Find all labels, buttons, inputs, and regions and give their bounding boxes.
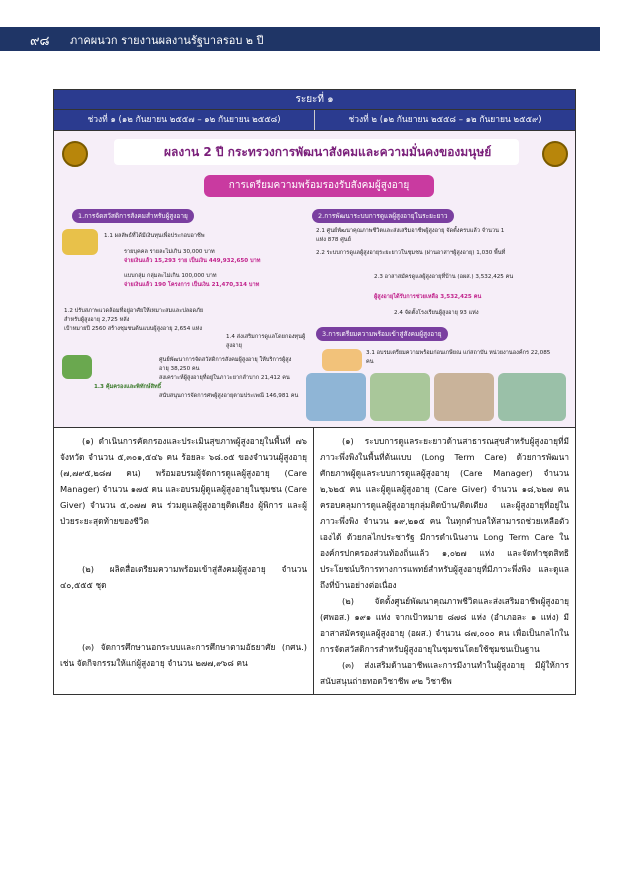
left-paragraph-2: (๒) ผลิตสื่อเตรียมความพร้อมเข้าสู่สังคมผู้สูงอายุ จำนวน ๔๐,๕๕๕ ชุด	[60, 564, 307, 590]
infographic-title: ผลงาน 2 ปี กระทรวงการพัฒนาสังคมและความมั่นคงของมนุษย์	[164, 145, 492, 159]
photo-4-image	[498, 373, 566, 421]
page-number: ๙๘	[30, 34, 50, 49]
item-2-3: 2.3 อาสาสมัครดูแลผู้สูงอายุที่บ้าน (อผส.) 3,532,425 คน	[374, 274, 514, 280]
infographic	[54, 131, 575, 428]
item-1-4: 1.4 ส่งเสริมการดูแลโดยกองทุนผู้สูงอายุ	[226, 334, 306, 349]
right-paragraph-1: (๑) ระบบการดูแลระยะยาวด้านสาธารณสุขสำหรับผู้สูงอายุที่มีภาวะพึ่งพิงในพื้นที่ต้นแบบ (Long Term Care) ด้วยการพัฒนาศักยภาพผู้ดูแลระบบการดูแลผู้สูงอายุ (Care Manager) จำนวน ๒,๖๒๕ คน และผู้ดูแลผู้สูงอายุ (Care Giver) จำนวน ๑๘,๖๒๗ คน ครอบคลุมการดูแลผู้สูงอายุกลุ่มติดบ้าน/ติดเตียง และผู้สูงอายุที่อยู่ในภาวะพึ่งพิง จำนวน ๑๙,๒๑๕ คน ในทุกตำบลให้สามารถช่วยเหลือตัวเองได้ ด้วยกลไกประชารัฐ มีการดำเนินงาน Long Term Care ในองค์กรปกครองส่วนท้องถิ่นแล้ว ๑,๐๒๗ แห่ง และจัดทำชุดสิทธิประโยชน์บริการทางการแพทย์สำหรับผู้สูงอายุที่มีภาวะพึ่งพิง และดูแลถึงที่บ้านอย่างต่อเนื่อง	[320, 436, 569, 590]
elderly-people-icon	[322, 349, 362, 371]
item-1-2: 1.2 ปรับสภาพแวดล้อมที่อยู่อาศัยให้เหมาะสมและปลอดภัยสำหรับผู้สูงอายุ 2,725 หลัง	[64, 308, 204, 323]
section-3-label: 3.การเตรียมความพร้อมเข้าสู่สังคมผู้สูงอายุ	[316, 327, 448, 341]
period-2-header: ช่วงที่ ๒ (๑๒ กันยายน ๒๕๕๘ – ๑๒ กันยายน ๒๕๕๙)	[348, 115, 542, 125]
infographic-subtitle: การเตรียมความพร้อมรองรับสังคมผู้สูงอายุ	[204, 175, 434, 197]
right-paragraph-3: (๓) ส่งเสริมด้านอาชีพและการมีงานทำในผู้สูงอายุ มีผู้ให้การสนับสนุนถ่ายทอดวิชาชีพ ๙๒ วิชาชีพ	[320, 660, 569, 686]
section-1-label: 1.การจัดสวัสดิการสังคมสำหรับผู้สูงอายุ	[72, 209, 194, 223]
right-paragraph-2: (๒) จัดตั้งศูนย์พัฒนาคุณภาพชีวิตและส่งเสริมอาชีพผู้สูงอายุ (ศพอส.) ๑๙๑ แห่ง จากเป้าหมาย ๘๗๘ แห่ง (อำเภอละ ๑ แห่ง) มีอาสาสมัครดูแลผู้สูงอายุ (อผส.) จำนวน ๘๗,๐๐๐ คน เพื่อเป็นกลไกในการจัดสวัสดิการสำหรับผู้สูงอายุในชุมชนโดยใช้ชุมชนเป็นฐาน	[320, 596, 569, 654]
page-header-title: ภาคผนวก รายงานผลงานรัฐบาลรอบ ๒ ปี	[70, 34, 264, 47]
ministry-seal-right-icon	[542, 141, 568, 167]
item-1-3-funeral: สนับสนุนการจัดการศพผู้สูงอายุตามประเพณี 146,981 คน	[159, 393, 299, 399]
left-paragraph-3: (๓) จัดการศึกษานอกระบบและการศึกษาตามอัธยาศัย (กศน.) เช่น จัดกิจกรรมให้แก่ผู้สูงอายุ จำนวน ๒๗๗,๙๖๘ คน	[60, 642, 307, 668]
period-header-row	[54, 110, 575, 131]
content-columns	[54, 428, 575, 694]
photo-1-image	[306, 373, 366, 421]
item-1-3-center: ศูนย์พัฒนาการจัดสวัสดิการสังคมผู้สูงอายุ ให้บริการผู้สูงอายุ 38,250 คน	[159, 357, 292, 372]
item-2-2: 2.2 ระบบการดูแลผู้สูงอายุระยะยาวในชุมชน (ผ่านอาสาฯผู้สูงอายุ) 1,030 พื้นที่	[316, 250, 506, 256]
ministry-seal-left-icon	[62, 141, 88, 167]
period-1-header: ช่วงที่ ๑ (๑๒ กันยายน ๒๕๕๗ – ๑๒ กันยายน ๒๕๕๘)	[54, 110, 315, 130]
report-table	[53, 89, 576, 695]
item-1-1-group-paid: จ่ายเงินแล้ว 190 โครงการ เป็นเงิน 21,470,314 บาท	[124, 282, 260, 288]
item-2-1: 2.1 ศูนย์พัฒนาคุณภาพชีวิตและส่งเสริมอาชีพผู้สูงอายุ จัดตั้งครบแล้ว จำนวน 1 แห่ง 878 ศูนย์	[316, 228, 505, 243]
item-2-4: 2.4 จัดตั้งโรงเรียนผู้สูงอายุ 93 แห่ง	[394, 310, 479, 316]
item-1-1: 1.1 ผลลัพธ์ที่ได้มีเงินทุนเพื่อประกอบอาชีพ	[104, 233, 205, 239]
lotus-icon	[62, 229, 98, 255]
item-1-1-individual-paid: จ่ายเงินแล้ว 15,293 ราย เป็นเงิน 449,932,650 บาท	[124, 258, 261, 264]
left-paragraph-1: (๑) ดำเนินการคัดกรองและประเมินสุขภาพผู้สูงอายุในพื้นที่ ๗๖ จังหวัด จำนวน ๕,๓๐๑,๕๔๖ คน ร้อยละ ๖๘.๐๕ ของจำนวนผู้สูงอายุ (๗,๗๙๕,๒๘๗ คน) พร้อมอบรมผู้จัดการดูแลผู้สูงอายุ (Care Manager) จำนวน ๑๗๕ คน และอบรมผู้ดูแลผู้สูงอายุในชุมชน (Care Giver) จำนวน ๕,๐๗๗ คน ร่วมดูแลผู้สูงอายุติดเตียง ผู้พิการ และผู้ป่วยระยะสุดท้ายของชีวิต	[60, 436, 307, 526]
item-1-3: 1.3 คุ้มครองและพิทักษ์สิทธิ์	[94, 384, 162, 390]
phase-header: ระยะที่ ๑	[54, 90, 575, 110]
tree-icon	[62, 355, 92, 379]
photo-3-image	[434, 373, 494, 421]
item-1-1-group: แบบกลุ่ม กลุ่มละไม่เกิน 100,000 บาท	[124, 273, 217, 279]
item-1-2-target: เป้าหมายปี 2560 สร้างชุมชนต้นแบบผู้สูงอายุ 2,654 แห่ง	[64, 326, 203, 332]
item-1-1-individual: รายบุคคล รายละไม่เกิน 30,000 บาท	[124, 249, 215, 255]
item-1-3-hardship: สงเคราะห์ผู้สูงอายุที่อยู่ในภาวะยากลำบาก 21,412 คน	[159, 375, 290, 381]
column-period-1	[54, 428, 314, 694]
page-header-bar	[0, 27, 600, 51]
item-2-3-helped: ผู้สูงอายุได้รับการช่วยเหลือ 3,532,425 คน	[374, 294, 482, 300]
section-2-label: 2.การพัฒนาระบบการดูแลผู้สูงอายุในระยะยาว	[312, 209, 454, 223]
photo-2-image	[370, 373, 430, 421]
item-3-1: 3.1 อบรมเตรียมความพร้อมก่อนเกษียณ แก่สถาบัน หน่วยงานองค์กร 22,085 คน	[366, 350, 551, 365]
column-period-2	[314, 428, 575, 694]
